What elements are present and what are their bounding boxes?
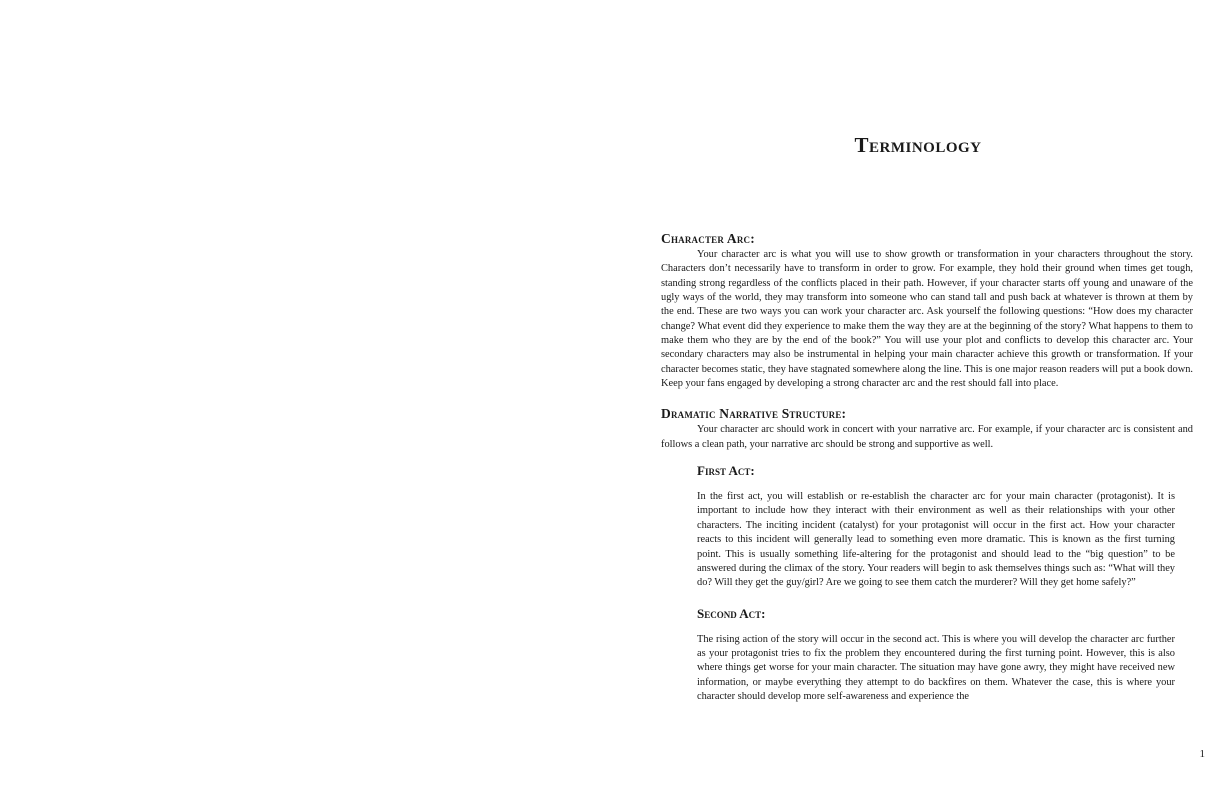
paragraph-dramatic-narrative-structure: Your character arc should work in concert with your narrative arc. For example, if your character arc is consistent and follows a clean path, your narrative arc should be strong and supportive as well. xyxy=(661,424,1193,450)
subsection-first-act xyxy=(697,462,1175,590)
subsection-second-act xyxy=(697,605,1175,705)
right-page xyxy=(612,0,1224,792)
term-heading-character-arc: Character Arc: xyxy=(661,231,755,246)
sub-heading-first-act: First Act: xyxy=(697,463,755,479)
page-number: 1 xyxy=(1199,748,1205,760)
chapter-title: Terminology xyxy=(854,133,982,157)
term-heading-dramatic-narrative-structure: Dramatic Narrative Structure: xyxy=(661,406,847,422)
paragraph-first-act: In the first act, you will establish or re-establish the character arc for your main character (protagonist). It is important to include how they interact with their environment as well as their relationships with your other characters. The inciting incident (catalyst) for your protagonist will occur in the first act. How your character reacts to this incident will generally lead to something even more dramatic. This is known as the first turning point. This is usually something life-altering for the protagonist and should lead to the “big question” to be answered during the climax of the story. Your readers will begin to ask themselves things such as: “What will they do? Will they get the guy/girl? Are we going to see them catch the murderer? Will they get home safely?” xyxy=(697,491,1175,589)
paragraph-second-act: The rising action of the story will occur in the second act. This is where you will develop the character arc further as your protagonist tries to fix the problem they encountered during the first turning point. However, this is also where things get worse for your main character. The situation may have gone awry, they might have received new information, or maybe everything they attempt to do backfires on them. Whatever the case, this is where your character should develop more self-awareness and experience the xyxy=(697,633,1175,702)
paragraph-character-arc: Your character arc is what you will use to show growth or transformation in your characters throughout the story. Characters don’t necessarily have to transform in order to grow. For example, they hold their ground when times get tough, standing strong regardless of the conflicts placed in their path. However, if your character starts off young and unaware of the ugly ways of the world, they may transform into someone who can stand tall and push back at whatever is thrown at them by the end. These are two ways you can work your character arc. Ask yourself the following questions: “How does my character change? What event did they experience to make them the way they are at the beginning of the story? What happens to them to make them who they are by the end of the book?” You will use your plot and conflicts to develop this character arc. Your secondary characters may also be instrumental in helping your main character achieve this growth or transformation. If your character becomes static, they have stagnated somewhere along the line. This is one major reason readers will put a book down. Keep your fans engaged by developing a strong character arc and the rest should fall into place. xyxy=(661,249,1193,390)
sub-heading-second-act: Second Act: xyxy=(697,605,766,621)
page-content xyxy=(661,230,1193,718)
section-dramatic-narrative-structure xyxy=(661,405,1193,704)
section-character-arc xyxy=(661,230,1193,391)
